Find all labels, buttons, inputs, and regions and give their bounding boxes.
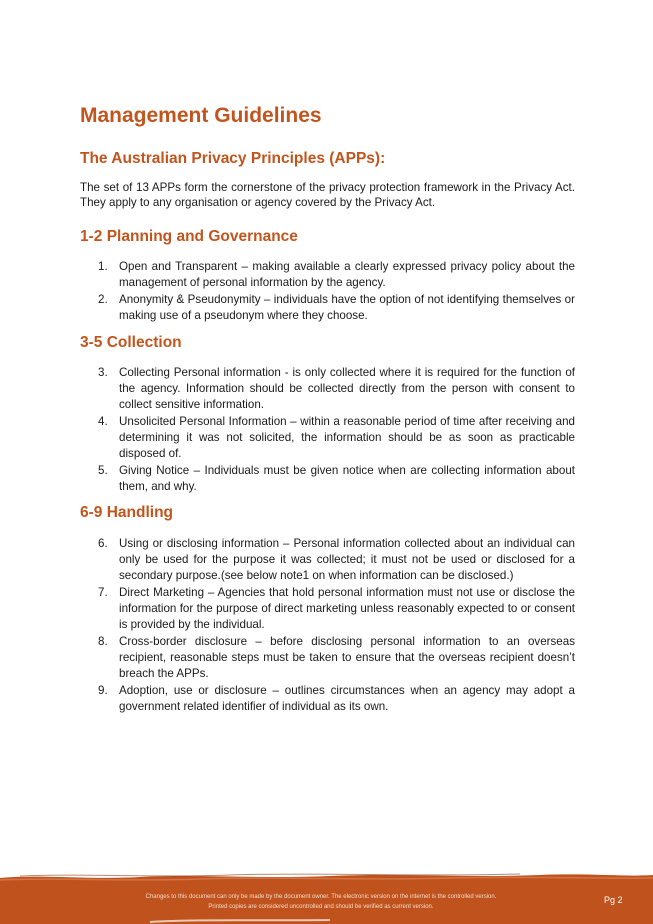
list-text: Using or disclosing information – Personal information collected about an individual can only be used for the purpose it was collected; it must not be used or disclosed for a secondary purpose.(see below note1 on when information can be disclosed.) xyxy=(119,537,575,582)
section-heading-handling: 6-9 Handling xyxy=(80,504,174,521)
intro-paragraph: The set of 13 APPs form the cornerstone of the privacy protection framework in the Privacy Act. They apply to any organisation or agency covered by the Privacy Act. xyxy=(80,181,575,209)
footer-disclaimer xyxy=(0,892,642,912)
list-number: 4. xyxy=(98,415,108,428)
list-text: Collecting Personal information - is only collected where it is required for the function of the agency. Information should be collected directly from the person with consent to collect sensitive information. xyxy=(119,366,575,411)
list-text: Direct Marketing – Agencies that hold personal information must not use or disclose the information for the purpose of direct marketing unless reasonably expected to or consent is provided by the individual. xyxy=(119,586,575,631)
footer-line-1: Changes to this document can only be made by the document owner. The electronic version on the internet is the controlled version. xyxy=(145,894,497,900)
subtitle: The Australian Privacy Principles (APPs): xyxy=(80,150,386,167)
page-title: Management Guidelines xyxy=(80,104,322,127)
list-item xyxy=(80,585,575,633)
list-number: 8. xyxy=(98,635,108,648)
list-item xyxy=(80,414,575,462)
list-planning xyxy=(80,259,575,325)
list-number: 3. xyxy=(98,366,108,379)
list-item xyxy=(80,259,575,291)
list-text: Unsolicited Personal Information – within a reasonable period of time after receiving and determining it was not solicited, the information should be as soon as practicable disposed of. xyxy=(119,415,575,460)
list-item xyxy=(80,536,575,584)
list-text: Anonymity & Pseudonymity – individuals have the option of not identifying themselves or making use of a pseudonym where they choose. xyxy=(119,293,575,322)
list-text: Cross-border disclosure – before disclosing personal information to an overseas recipient, reasonable steps must be taken to ensure that the overseas recipient doesn’t breach the APPs. xyxy=(119,635,575,680)
list-item xyxy=(80,463,575,495)
list-text: Giving Notice – Individuals must be given notice when are collecting information about them, and why. xyxy=(119,464,575,493)
list-handling xyxy=(80,536,575,716)
list-item xyxy=(80,292,575,324)
section-heading-planning: 1-2 Planning and Governance xyxy=(80,228,298,245)
list-number: 5. xyxy=(98,464,108,477)
list-collection xyxy=(80,365,575,496)
list-item xyxy=(80,634,575,682)
list-number: 1. xyxy=(98,260,108,273)
list-number: 6. xyxy=(98,537,108,550)
list-number: 7. xyxy=(98,586,108,599)
list-item xyxy=(80,365,575,413)
list-item xyxy=(80,683,575,715)
section-heading-collection: 3-5 Collection xyxy=(80,334,182,351)
list-number: 9. xyxy=(98,684,108,697)
list-text: Adoption, use or disclosure – outlines circumstances when an agency may adopt a government related identifier of individual as its own. xyxy=(119,684,575,713)
footer-line-2: Printed copies are considered uncontrolled and should be verified as current version. xyxy=(208,904,434,910)
page-number: Pg 2 xyxy=(604,895,623,905)
list-text: Open and Transparent – making available a clearly expressed privacy policy about the management of personal information by the agency. xyxy=(119,260,575,289)
list-number: 2. xyxy=(98,293,108,306)
